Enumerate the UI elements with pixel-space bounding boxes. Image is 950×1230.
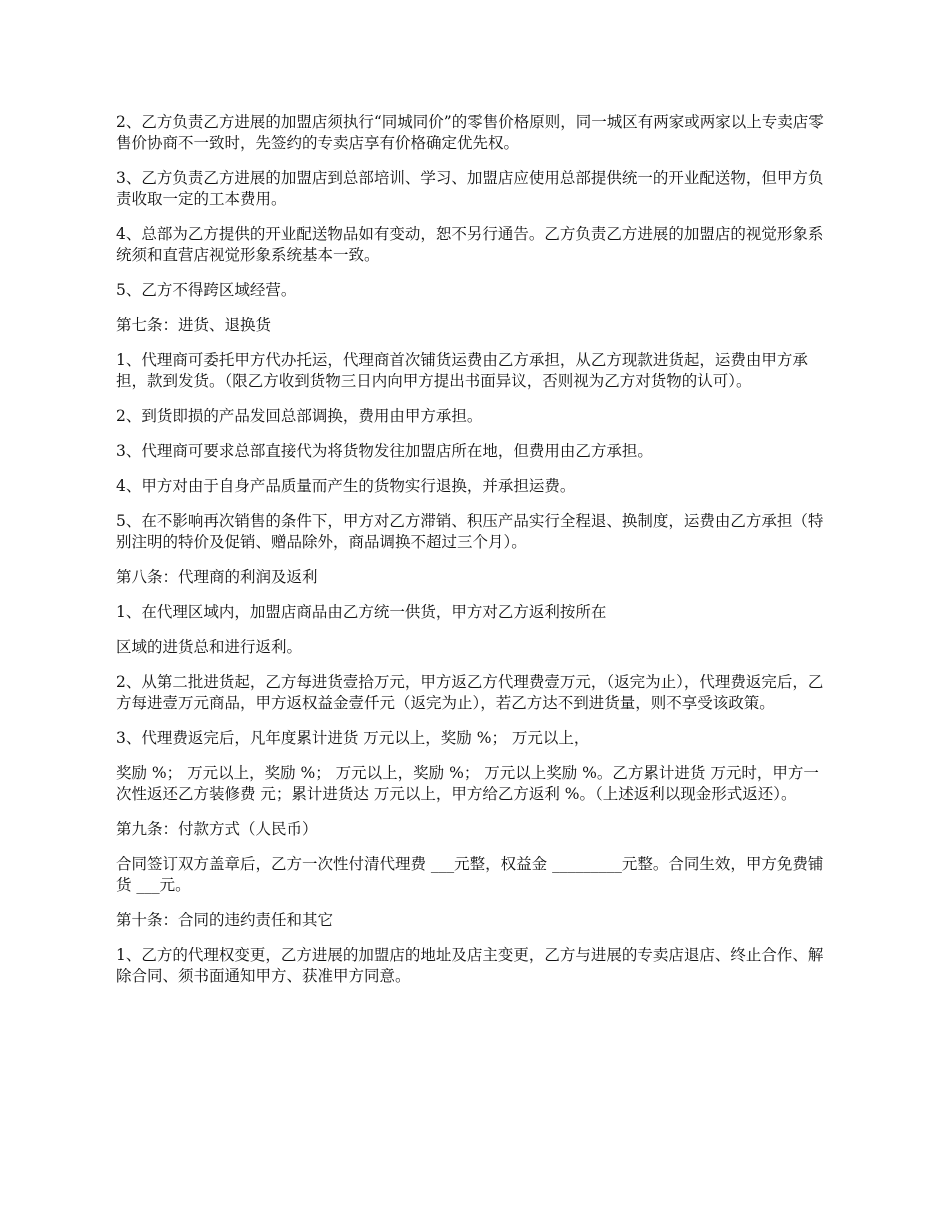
paragraph-direct-delivery: 3、代理商可要求总部直接代为将货物发往加盟店所在地，但费用由乙方承担。 xyxy=(116,442,653,460)
section-heading-article-10: 第十条：合同的违约责任和其它 xyxy=(116,911,334,929)
paragraph-unsold-returns: 5、在不影响再次销售的条件下，甲方对乙方滞销、积压产品实行全程退、换制度，运费由乙方承担（特别注明的特价及促销、赠品除外，商品调换不超过三个月）。 xyxy=(116,512,824,551)
document-body xyxy=(116,112,834,1001)
paragraph-visual-identity: 4、总部为乙方提供的开业配送物品如有变动，恕不另行通告。乙方负责乙方进展的加盟店的视觉形象系统须和直营店视觉形象系统基本一致。 xyxy=(116,225,824,264)
paragraph-rebate-schedule: 2、从第二批进货起，乙方每进货壹拾万元，甲方返乙方代理费壹万元，（返完为止），代理费返完后，乙方每进壹万元商品，甲方返权益金壹仟元（返完为止），若乙方达不到进货量，则不享受该政策。 xyxy=(116,673,824,712)
paragraph-shipping: 1、代理商可委托甲方代办托运，代理商首次铺货运费由乙方承担，从乙方现款进货起，运费由甲方承担，款到发货。（限乙方收到货物三日内向甲方提出书面异议，否则视为乙方对货物的认可）。 xyxy=(116,351,808,390)
paragraph-franchise-pricing: 2、乙方负责乙方进展的加盟店须执行“同城同价”的零售价格原则，同一城区有两家或两家以上专卖店零售价协商不一致时，先签约的专卖店享有价格确定优先权。 xyxy=(116,113,824,152)
paragraph-change-notice: 1、乙方的代理权变更，乙方进展的加盟店的地址及店主变更，乙方与进展的专卖店退店、终止合作、解除合同、须书面通知甲方、获准甲方同意。 xyxy=(116,946,824,985)
paragraph-rebate-region-cont: 区域的进货总和进行返利。 xyxy=(116,638,303,656)
paragraph-payment-terms: 合同签订双方盖章后，乙方一次性付清代理费 ___元整，权益金 _________元整。合同生效，甲方免费铺货 ___元。 xyxy=(116,855,824,894)
section-heading-article-8: 第八条：代理商的利润及返利 xyxy=(116,568,318,586)
paragraph-annual-bonus: 3、代理费返完后，凡年度累计进货 万元以上，奖励 %； 万元以上， xyxy=(116,729,590,747)
paragraph-training-supplies: 3、乙方负责乙方进展的加盟店到总部培训、学习、加盟店应使用总部提供统一的开业配送物，但甲方负责收取一定的工本费用。 xyxy=(116,169,824,208)
paragraph-no-cross-region: 5、乙方不得跨区域经营。 xyxy=(116,281,297,299)
paragraph-annual-bonus-cont: 奖励 %； 万元以上，奖励 %； 万元以上，奖励 %； 万元以上奖励 %。乙方累计进货 万元时，甲方一次性返还乙方装修费 元；累计进货达 万元以上，甲方给乙方返利 %。（上述返利以现金形式返还）。 xyxy=(116,764,819,803)
section-heading-article-9: 第九条：付款方式（人民币） xyxy=(116,820,318,838)
paragraph-damaged-goods: 2、到货即损的产品发回总部调换，费用由甲方承担。 xyxy=(116,407,483,425)
paragraph-quality-returns: 4、甲方对由于自身产品质量而产生的货物实行退换，并承担运费。 xyxy=(116,477,576,495)
section-heading-article-7: 第七条：进货、退换货 xyxy=(116,316,272,334)
paragraph-rebate-region: 1、在代理区域内，加盟店商品由乙方统一供货，甲方对乙方返利按所在 xyxy=(116,603,607,621)
